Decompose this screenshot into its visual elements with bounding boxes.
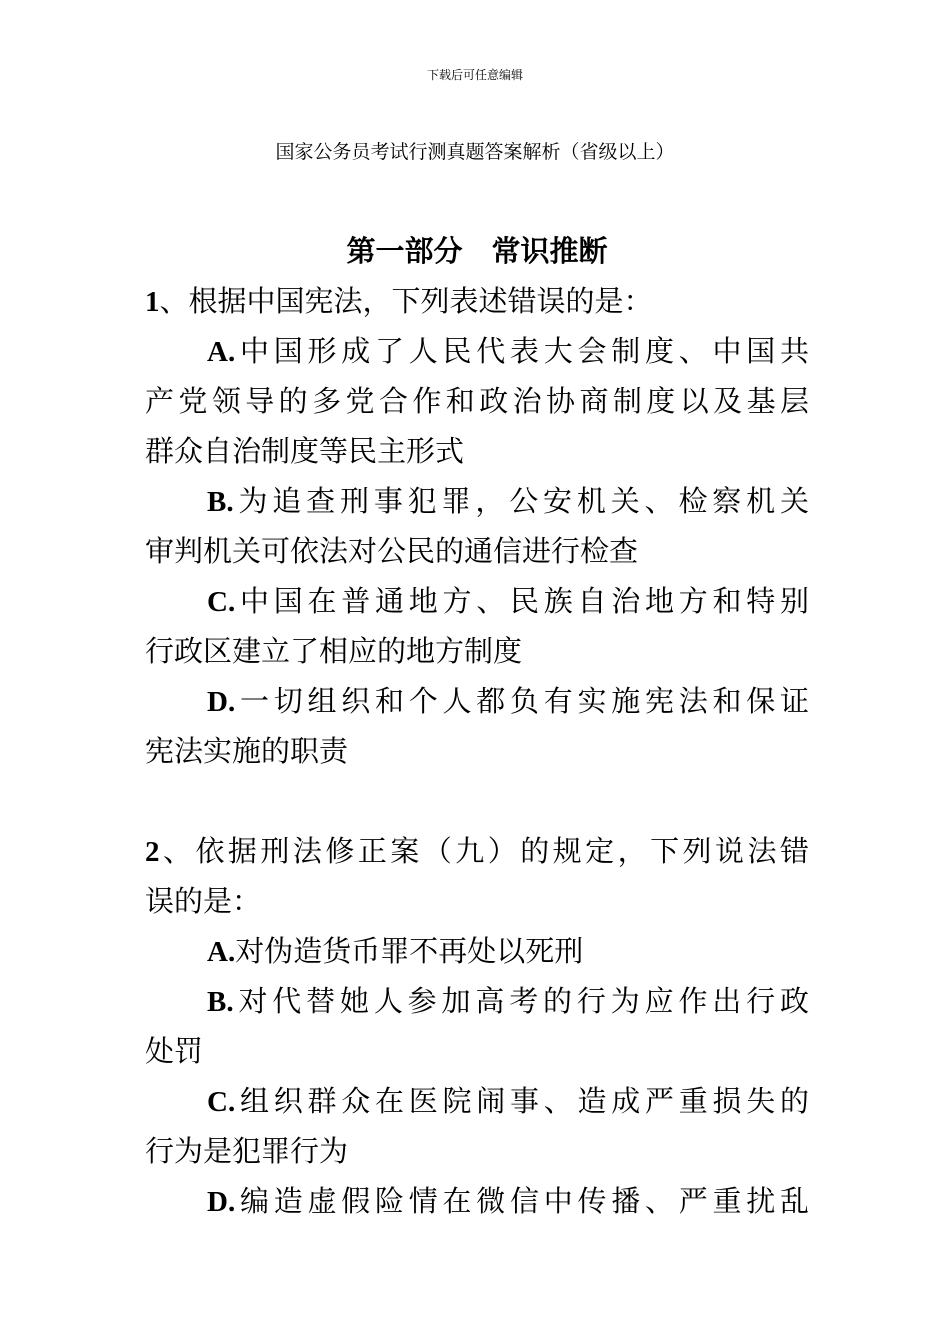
option-letter: D.: [207, 1186, 236, 1218]
question-stem-continued: 误的是：: [145, 884, 262, 918]
option-letter: B.: [207, 986, 234, 1018]
option-a-continued: 产党领导的多党合作和政治协商制度以及基层: [145, 384, 809, 418]
option-a-continued: 群众自治制度等民主形式: [145, 434, 465, 468]
option-a: A.中国形成了人民代表大会制度、中国共: [207, 334, 809, 368]
option-d: D.一切组织和个人都负有实施宪法和保证: [207, 684, 809, 718]
document-body: [145, 228, 809, 1226]
section-heading: 第一部分 常识推断: [346, 234, 608, 268]
spacer: [145, 776, 809, 826]
option-c-continued: 行为是犯罪行为: [145, 1134, 349, 1168]
option-letter: A.: [207, 336, 236, 368]
option-letter: C.: [207, 1086, 236, 1118]
question-stem: 2、依据刑法修正案（九）的规定，下列说法错: [145, 834, 809, 868]
question-number: 1: [145, 286, 160, 318]
option-letter: A.: [207, 936, 236, 968]
option-letter: D.: [207, 686, 236, 718]
question-1: [145, 276, 809, 776]
question-number: 2: [145, 836, 160, 868]
option-b-continued: 处罚: [145, 1034, 204, 1068]
option-c: C.组织群众在医院闹事、造成严重损失的: [207, 1084, 809, 1118]
question-2: [145, 826, 809, 1226]
option-b: B.对代替她人参加高考的行为应作出行政: [207, 984, 809, 1018]
option-c-continued: 行政区建立了相应的地方制度: [145, 634, 523, 668]
option-a: A.对伪造货币罪不再处以死刑: [207, 934, 584, 968]
question-stem: 1、根据中国宪法，下列表述错误的是：: [145, 284, 653, 318]
option-d: D.编造虚假险情在微信中传播、严重扰乱: [207, 1184, 809, 1218]
option-d-continued: 宪法实施的职责: [145, 734, 349, 768]
option-c: C.中国在普通地方、民族自治地方和特别: [207, 584, 809, 618]
page-header: 下载后可任意编辑: [426, 68, 523, 82]
option-b: B.为追查刑事犯罪，公安机关、检察机关: [207, 484, 809, 518]
option-letter: C.: [207, 586, 236, 618]
option-b-continued: 审判机关可依法对公民的通信进行检查: [145, 534, 639, 568]
option-letter: B.: [207, 486, 234, 518]
document-title: 国家公务员考试行测真题答案解析（省级以上）: [275, 141, 675, 163]
